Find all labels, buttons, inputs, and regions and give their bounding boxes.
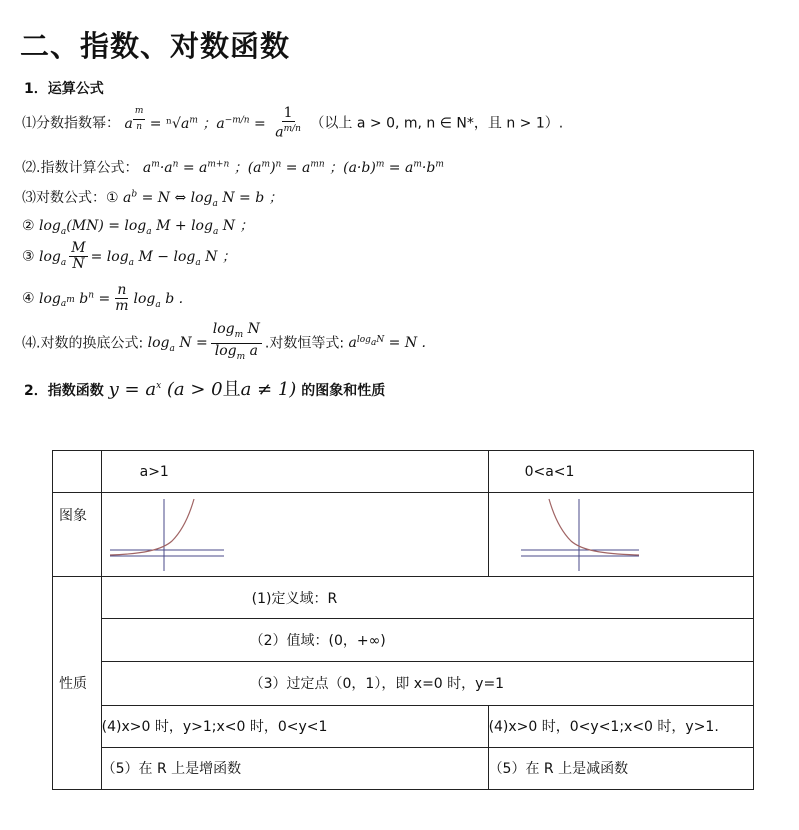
property-sign-decreasing: (4)x>0 时，0<y<1;x<0 时，y>1. [488,705,753,747]
formula-6-label: ④ [22,290,35,307]
formula-2-expr: $a^m\cdot a^n = a^{m+n}$ ；$(a^m)^n = a^{mn}$ ；$(a\cdot b)^m = a^m\cdot b^m$ [142,159,444,176]
formula-7-label: ⑷.对数的换底公式: [22,335,144,352]
formula-line-3 [22,187,283,209]
formula-7-mid: .对数恒等式: [264,335,345,352]
formula-line-1 [22,104,563,141]
formula-7-identity: $a^{log_aN} = N$ . [348,334,426,352]
graph-increasing [102,495,232,575]
formula-line-2 [22,157,444,177]
property-domain: (1)定义域：R [101,577,753,619]
formula-6-expr: $\log_{a^m} b^n$ = $\frac{n}{m}$ $\log_a b$ . [39,282,184,314]
properties-table [52,450,754,790]
formula-4-expr: $\log_a(MN) = \log_a M + \log_a N$ ； [39,218,254,237]
formula-line-7 [22,322,426,365]
formula-line-4 [22,215,253,237]
row-label-properties: 性质 [53,577,102,790]
exp-curve-decreasing [549,499,639,555]
formula-line-5 [22,241,236,272]
formula-2-label: ⑵.指数计算公式： [22,160,139,176]
property-sign-increasing: (4)x>0 时，y>1;x<0 时，0<y<1 [101,705,488,747]
formula-7-change-base: $\log_a N$ = $\frac{\log_m N}{\log_m a}$ [147,321,260,362]
property-fixed-point: （3）过定点（0，1），即 x=0 时，y=1 [101,661,753,705]
section1-heading: 1．运算公式 [24,81,104,97]
formula-3-expr: $a^b = N$ ⇔ $\log_a N = b$ ； [123,189,283,209]
formula-5-label: ③ [22,248,35,265]
formula-1-condition: （以上 a > 0, m, n ∈ N*，且 n > 1）. [310,115,564,132]
page-title: 二、指数、对数函数 [20,29,291,63]
formula-4-label: ② [22,218,35,234]
exp-curve-increasing [110,499,194,555]
graph-cell-increasing [101,493,488,577]
section2-heading-prefix: 2．指数函数 [24,383,104,399]
section2-heading [24,375,385,401]
header-a-lt-1: 0<a<1 [488,451,753,493]
formula-5-expr: $\log_a$ $\frac{M}{N}$ = $\log_a M - \log_a N$ ； [39,240,236,272]
formula-3-label: ⑶对数公式：① [22,190,119,206]
property-monotonic-decreasing: （5）在 R 上是减函数 [488,747,753,789]
row-label-graph: 图象 [53,493,102,577]
section2-heading-suffix: 的图象和性质 [301,383,386,399]
graph-decreasing [515,495,645,575]
formula-1-expr: a $^{\frac{m}{n}}$ = $^n√a^m$ ；$a^{-m/n}$ = $\frac{1}{a^{m/n}}$ [124,105,301,141]
section2-function: $y = a^x$ (a > 0且a ≠ 1) [108,379,297,400]
header-a-gt-1: a>1 [101,451,488,493]
formula-line-6 [22,283,183,314]
graph-cell-decreasing [488,493,753,577]
property-monotonic-increasing: （5）在 R 上是增函数 [101,747,488,789]
property-range: （2）值域：(0，+∞) [101,619,753,661]
table-corner-cell [53,451,102,493]
formula-1-label: ⑴分数指数幂： [22,115,120,132]
